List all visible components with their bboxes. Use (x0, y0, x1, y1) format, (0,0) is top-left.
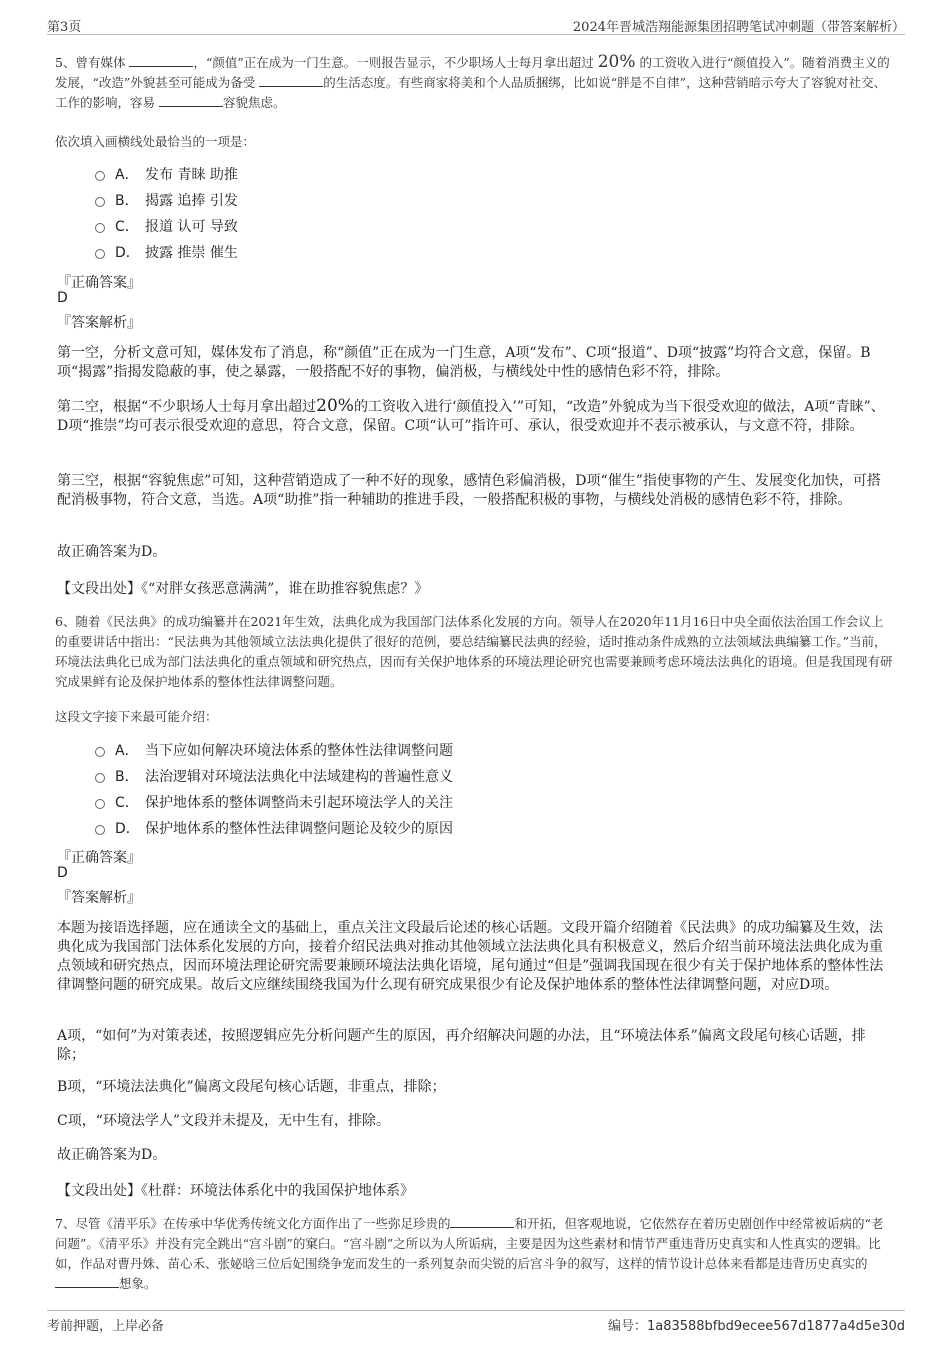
percent-value: 20% (597, 52, 636, 72)
page-footer (47, 1310, 905, 1335)
question-6-options (95, 737, 795, 841)
analysis-paragraph-1: 本题为接语选择题，应在通读全文的基础上，重点关注文段最后论述的核心话题。文段开篇介绍随着《民法典》的成功编纂及生效，法典化成为我国部门法体系化发展的方向，接着介绍民法典对推动其他领域立法法典化具有积极意义，然后介绍当前环境法法典化成为重点领域和研究热点，因而环境法理论研究需要兼顾环境法法典化语境，尾句通过“但是”强调我国现在很少有关于保护地体系的整体性法律调整问题的研究成果。故后文应继续围绕我国为什么现有研究成果很少有论及保护地体系的整体性法律调整问题，对应D项。 (57, 920, 884, 993)
question-5-intro: 依次填入画横线处最恰当的一项是： (55, 134, 256, 149)
question-7-text: 7、尽管《清平乐》在传承中华优秀传统文化方面作出了一些弥足珍贵的 和开拓，但客观地说，它依然存在着历史剧创作中经常被诟病的“老问题”。《清平乐》并没有完全跳出“宫斗剧”的窠臼。“宫斗剧”之所以为人所诟病，主要是因为这些素材和情节严重违背历史真实和人性真实的逻辑。比如，作品对曹丹姝、苗心禾、张妼晗三位后妃围绕争宠而发生的一系列复杂而尖锐的后宫斗争的叙写，这样的情节设计总体来看都是违背历史真实的想象。 (55, 1216, 884, 1291)
correct-answer-label: 『正确答案』 (57, 850, 141, 866)
correct-answer-label: 『正确答案』 (57, 275, 141, 291)
radio-icon[interactable] (95, 773, 105, 783)
option-d[interactable]: D． 保护地体系的整体性法律调整问题论及较少的原因 (95, 815, 795, 841)
analysis-label: 『答案解析』 (57, 890, 141, 906)
page-number: 第3页 (47, 20, 82, 35)
option-a[interactable]: A． 发布 青睐 助推 (95, 161, 795, 187)
analysis-paragraph-2: 第二空，根据“不少职场人士每月拿出超过20%的工资收入进行‘颜值投入’”可知，“改造”外貌成为当下很受欢迎的做法，A项“青睐”、D项“推崇”均可表示很受欢迎的意思，符合文意，保留。C项“认可”指许可、承认，很受欢迎并不表示被承认，与文意不符，排除。 (57, 396, 885, 434)
radio-icon[interactable] (95, 223, 105, 233)
blank-1 (450, 1215, 514, 1228)
footer-slogan: 考前押题，上岸必备 (47, 1319, 165, 1334)
option-c[interactable]: C． 报道 认可 导致 (95, 213, 795, 239)
option-b[interactable]: B． 法治逻辑对环境法法典化中法域建构的普遍性意义 (95, 763, 795, 789)
blank-3 (159, 94, 223, 107)
analysis-paragraph-2: A项，“如何”为对策表述，按照逻辑应先分析问题产生的原因，再介绍解决问题的办法，且“环境法体系”偏离文段尾句核心话题，排除； (57, 1028, 866, 1063)
question-6-intro: 这段文字接下来最可能介绍： (55, 709, 218, 724)
analysis-paragraph-3: 第三空，根据“容貌焦虑”可知，这种营销造成了一种不好的现象，感情色彩偏消极，D项“催生”指使事物的产生、发展变化加快，可搭配消极事物，符合文意，当选。A项“助推”指一种辅助的推进手段，一般搭配积极的事物，与横线处消极的感情色彩不符，排除。 (57, 473, 881, 508)
document-title: 2024年晋城浩翔能源集团招聘笔试冲刺题（带答案解析） (572, 20, 905, 35)
document-id: 编号：1a83588bfbd9ecee567d1877a4d5e30d (607, 1319, 905, 1334)
option-a[interactable]: A． 当下应如何解决环境法体系的整体性法律调整问题 (95, 737, 795, 763)
question-6-text: 6、随着《民法典》的成功编纂并在2021年生效，法典化成为我国部门法体系化发展的方向。领导人在2020年11月16日中央全面依法治国工作会议上的重要讲话中指出：“民法典为其他领域立法法典化提供了很好的范例，要总结编纂民法典的经验，适时推动条件成熟的立法领域法典编纂工作。”当前，环境法法典化已成为部门法法典化的重点领域和研究热点，因而有关保护地体系的环境法理论研究也需要兼顾考虑环境法法典化的语境。但是我国现有研究成果鲜有论及保护地体系的整体性法律调整问题。 (55, 614, 893, 689)
radio-icon[interactable] (95, 825, 105, 835)
analysis-paragraph-1: 第一空，分析文意可知，媒体发布了消息，称“颜值”正在成为一门生意，A项“发布”、C项“报道”、D项“披露”均符合文意，保留。B项“揭露”指揭发隐蔽的事，使之暴露，一般搭配不好的事物，偏消极，与横线处中性的感情色彩不符，排除。 (57, 345, 871, 380)
page-header (47, 12, 905, 35)
correct-answer: D (57, 290, 68, 306)
radio-icon[interactable] (95, 197, 105, 207)
correct-answer: D (57, 865, 68, 881)
analysis-label: 『答案解析』 (57, 315, 141, 331)
blank-2 (259, 74, 323, 87)
radio-icon[interactable] (95, 747, 105, 757)
blank-2 (55, 1275, 119, 1288)
radio-icon[interactable] (95, 799, 105, 809)
analysis-paragraph-4: C项，“环境法学人”文段并未提及，无中生有，排除。 (57, 1113, 391, 1129)
option-b[interactable]: B． 揭露 追捧 引发 (95, 187, 795, 213)
percent-value: 20% (316, 396, 354, 416)
question-5-text: 5、曾有媒体 ，“颜值”正在成为一门生意。一则报告显示，不少职场人士每月拿出超过 20% 的工资收入进行“颜值投入”。随着消费主义的发展，“改造”外貌甚至可能成为备受 的生活态度。有些商家将美和个人品质捆绑，比如说“胖是不自律”，这种营销暗示夸大了容貌对社交、工作的影响，容易 容貌焦虑。 (55, 52, 890, 110)
blank-1 (129, 54, 193, 67)
radio-icon[interactable] (95, 249, 105, 259)
question-5-options (95, 161, 795, 265)
analysis-conclusion: 故正确答案为D。 (57, 1147, 167, 1163)
option-d[interactable]: D． 披露 推崇 催生 (95, 239, 795, 265)
radio-icon[interactable] (95, 171, 105, 181)
source-citation: 【文段出处】《杜群：环境法体系化中的我国保护地体系》 (57, 1183, 414, 1199)
source-citation: 【文段出处】《“对胖女孩恶意满满”，谁在助推容貌焦虑？》 (57, 581, 429, 597)
analysis-conclusion: 故正确答案为D。 (57, 544, 167, 560)
option-c[interactable]: C． 保护地体系的整体调整尚未引起环境法学人的关注 (95, 789, 795, 815)
analysis-paragraph-3: B项，“环境法法典化”偏离文段尾句核心话题，非重点，排除； (57, 1079, 446, 1095)
